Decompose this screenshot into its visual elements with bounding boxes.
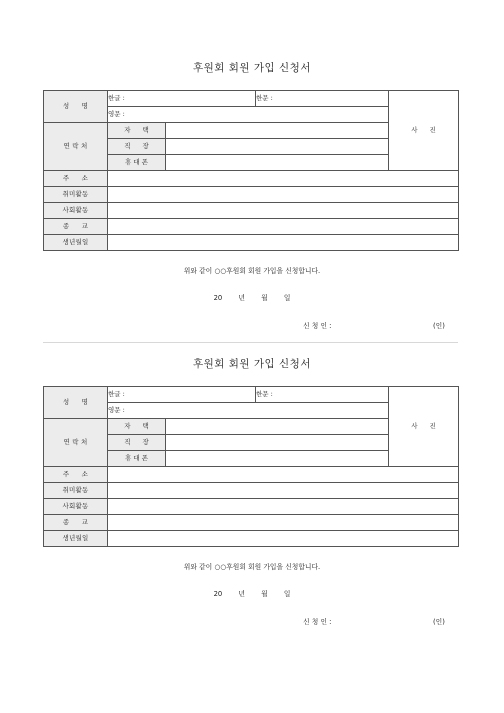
birthday-field[interactable] bbox=[108, 531, 459, 547]
english-field[interactable] bbox=[108, 107, 389, 123]
home-label: 자 택 bbox=[108, 419, 166, 435]
form-title: 후원회 회원 가입 신청서 bbox=[193, 358, 311, 370]
hangul-field[interactable] bbox=[108, 91, 256, 107]
social-field[interactable] bbox=[108, 203, 459, 219]
mobile-phone-field[interactable] bbox=[166, 155, 389, 171]
english-field[interactable] bbox=[108, 403, 389, 419]
photo-label: 사 진 bbox=[411, 126, 436, 134]
hanja-field[interactable] bbox=[256, 91, 389, 107]
religion-label: 종 교 bbox=[44, 515, 108, 531]
english-label: 영문 : bbox=[108, 110, 125, 118]
office-phone-field[interactable] bbox=[166, 435, 389, 451]
photo-box[interactable] bbox=[389, 91, 459, 171]
office-phone-field[interactable] bbox=[166, 139, 389, 155]
religion-field[interactable] bbox=[108, 219, 459, 235]
mobile-label: 휴 대 폰 bbox=[108, 155, 166, 171]
date-line: 20 년 월 일 bbox=[213, 294, 291, 302]
pledge-text: 위와 같이 ○○후원회 회원 가입을 신청합니다. bbox=[183, 563, 321, 571]
hobby-label: 취미활동 bbox=[44, 187, 108, 203]
contact-label: 연 락 처 bbox=[44, 123, 108, 171]
hangul-field[interactable] bbox=[108, 387, 256, 403]
address-label: 주 소 bbox=[44, 467, 108, 483]
hobby-label: 취미활동 bbox=[44, 483, 108, 499]
home-phone-field[interactable] bbox=[166, 123, 389, 139]
application-form-2 bbox=[0, 356, 504, 656]
name-label: 성 명 bbox=[44, 387, 108, 419]
hobby-field[interactable] bbox=[108, 187, 459, 203]
photo-label: 사 진 bbox=[411, 422, 436, 430]
applicant-label: 신 청 인 : bbox=[303, 322, 332, 330]
address-field[interactable] bbox=[108, 467, 459, 483]
hobby-field[interactable] bbox=[108, 483, 459, 499]
hangul-label: 한글 : bbox=[108, 94, 125, 102]
address-field[interactable] bbox=[108, 171, 459, 187]
address-label: 주 소 bbox=[44, 171, 108, 187]
mobile-label: 휴 대 폰 bbox=[108, 451, 166, 467]
social-field[interactable] bbox=[108, 499, 459, 515]
seal-mark: (인) bbox=[433, 322, 445, 330]
religion-field[interactable] bbox=[108, 515, 459, 531]
form-divider bbox=[43, 342, 458, 343]
seal-mark: (인) bbox=[433, 618, 445, 626]
mobile-phone-field[interactable] bbox=[166, 451, 389, 467]
photo-box[interactable] bbox=[389, 387, 459, 467]
pledge-text: 위와 같이 ○○후원회 회원 가입을 신청합니다. bbox=[183, 267, 321, 275]
office-label: 직 장 bbox=[108, 139, 166, 155]
english-label: 영문 : bbox=[108, 406, 125, 414]
contact-label: 연 락 처 bbox=[44, 419, 108, 467]
birthday-label: 생년월일 bbox=[44, 531, 108, 547]
home-label: 자 택 bbox=[108, 123, 166, 139]
applicant-label: 신 청 인 : bbox=[303, 618, 332, 626]
form-table bbox=[43, 90, 459, 251]
name-label: 성 명 bbox=[44, 91, 108, 123]
hanja-field[interactable] bbox=[256, 387, 389, 403]
date-line: 20 년 월 일 bbox=[213, 590, 291, 598]
form-title: 후원회 회원 가입 신청서 bbox=[193, 62, 311, 74]
social-label: 사회활동 bbox=[44, 499, 108, 515]
form-table bbox=[43, 386, 459, 547]
hangul-label: 한글 : bbox=[108, 390, 125, 398]
hanja-label: 한문 : bbox=[256, 94, 273, 102]
birthday-label: 생년월일 bbox=[44, 235, 108, 251]
home-phone-field[interactable] bbox=[166, 419, 389, 435]
religion-label: 종 교 bbox=[44, 219, 108, 235]
application-form-1 bbox=[0, 60, 504, 360]
birthday-field[interactable] bbox=[108, 235, 459, 251]
office-label: 직 장 bbox=[108, 435, 166, 451]
social-label: 사회활동 bbox=[44, 203, 108, 219]
hanja-label: 한문 : bbox=[256, 390, 273, 398]
